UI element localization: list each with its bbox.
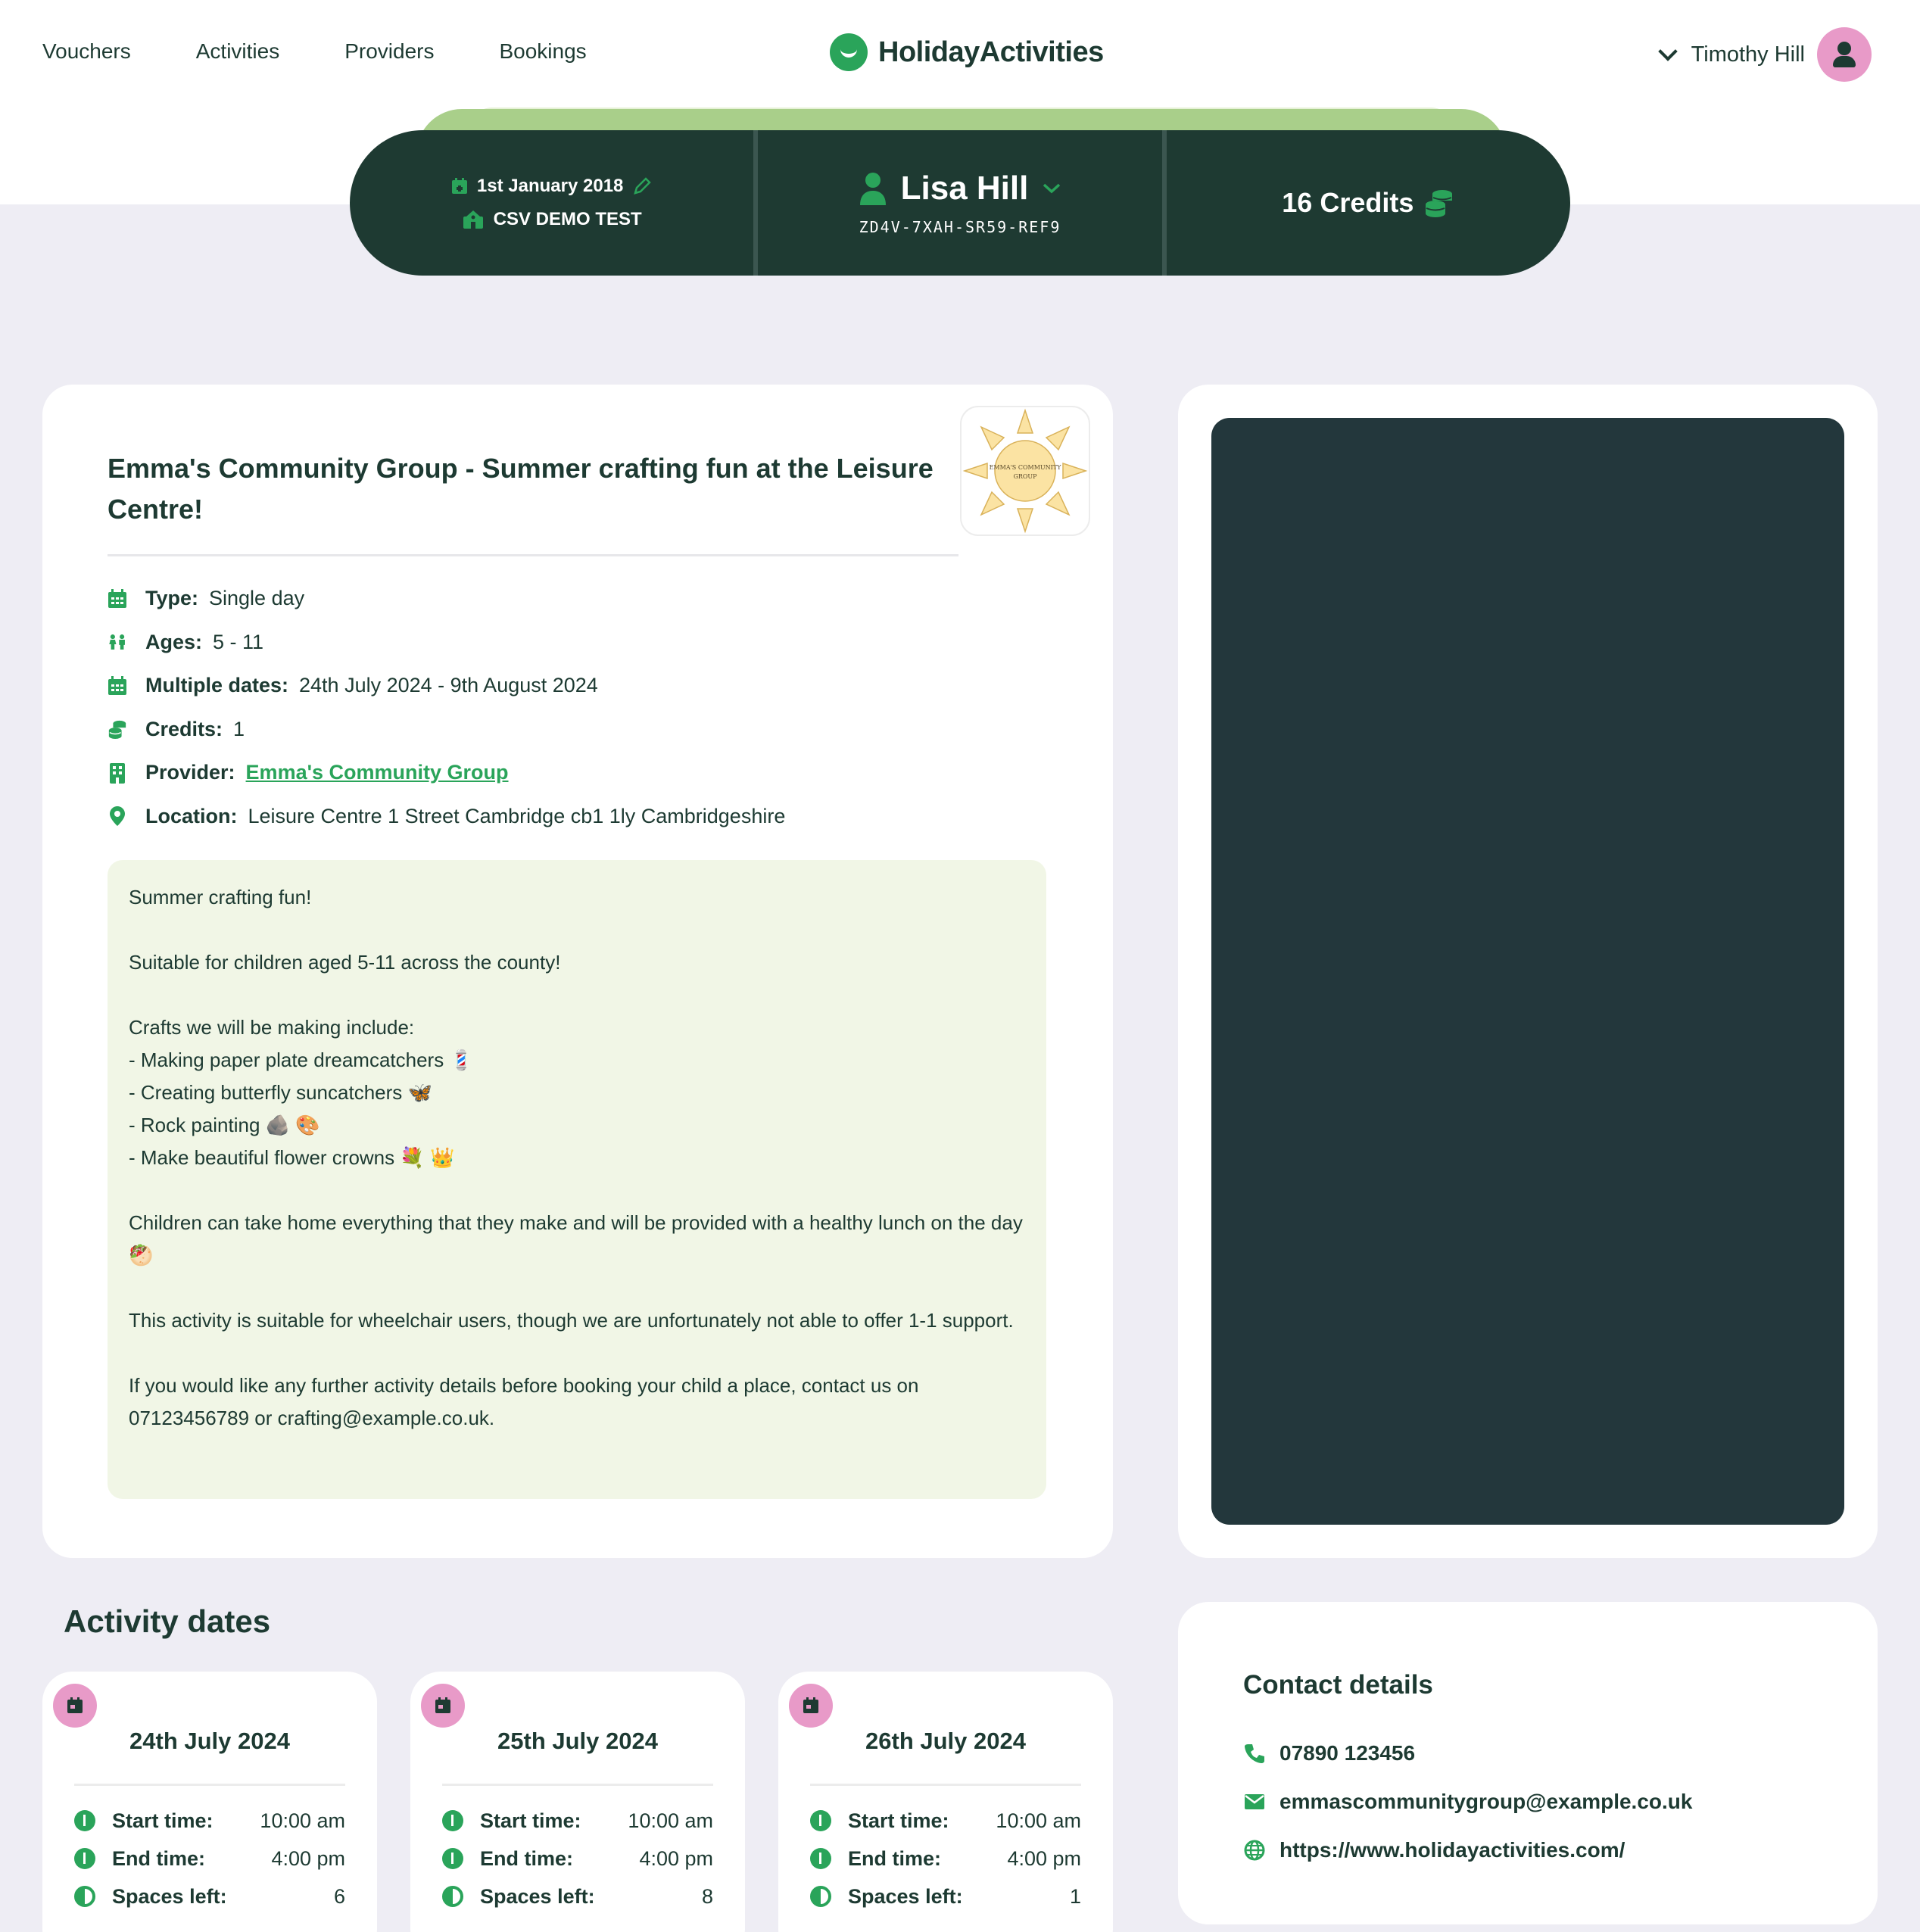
contact-email[interactable] xyxy=(1243,1778,1692,1826)
end-time-label: End time: xyxy=(112,1846,206,1870)
clock-icon xyxy=(810,1810,831,1831)
half-circle-icon xyxy=(810,1886,831,1907)
start-time-row xyxy=(810,1802,1081,1840)
detail-label: Type: xyxy=(145,587,199,610)
phone-number: 07890 123456 xyxy=(1279,1741,1416,1765)
half-circle-icon xyxy=(74,1886,95,1907)
start-time-value: 10:00 am xyxy=(260,1809,345,1832)
child-selector[interactable] xyxy=(758,130,1161,276)
current-date: 1st January 2018 xyxy=(476,176,624,196)
spaces-row xyxy=(74,1877,345,1915)
nav-providers[interactable]: Providers xyxy=(344,39,435,63)
clock-icon xyxy=(810,1848,831,1869)
detail-value: Single day xyxy=(209,587,305,610)
date-card[interactable] xyxy=(410,1672,745,1932)
detail-type xyxy=(108,577,785,621)
description-line: - Make beautiful flower crowns 💐 👑 xyxy=(129,1146,455,1169)
description-line: Children can take home everything that they make and will be provided with a healthy lunch on the day 🥙 xyxy=(129,1211,1023,1267)
description-spacer xyxy=(129,1174,1025,1207)
end-time-value: 4:00 pm xyxy=(271,1846,345,1870)
description-line: Crafts we will be making include: xyxy=(129,1016,415,1039)
detail-dates xyxy=(108,664,785,708)
chevron-down-icon xyxy=(1658,42,1677,61)
organisation-name: CSV DEMO TEST xyxy=(493,209,642,229)
start-time-value: 10:00 am xyxy=(628,1809,713,1832)
calendar-icon xyxy=(451,178,468,195)
calendar-icon xyxy=(108,676,127,696)
description-spacer xyxy=(129,1272,1025,1304)
detail-value: 24th July 2024 - 9th August 2024 xyxy=(299,674,598,697)
detail-location xyxy=(108,795,785,839)
spaces-value: 8 xyxy=(701,1884,713,1908)
user-name: Timothy Hill xyxy=(1691,42,1805,67)
description-line: - Rock painting 🪨 🎨 xyxy=(129,1114,320,1136)
brand-logo[interactable] xyxy=(830,33,1104,71)
date-org-segment xyxy=(350,130,753,276)
description-line: Summer crafting fun! xyxy=(129,886,312,908)
building-icon xyxy=(108,763,127,783)
date-title: 25th July 2024 xyxy=(497,1728,658,1754)
description-line: - Creating butterfly suncatchers 🦋 xyxy=(129,1081,432,1104)
detail-label: Ages: xyxy=(145,630,203,653)
activity-detail-card xyxy=(42,385,1113,1558)
end-time-row xyxy=(74,1840,345,1877)
logo-text-line-2: GROUP xyxy=(1013,473,1037,480)
calendar-icon xyxy=(789,1684,833,1728)
start-time-row xyxy=(442,1802,713,1840)
date-divider xyxy=(74,1784,345,1786)
clock-icon xyxy=(74,1810,95,1831)
end-time-value: 4:00 pm xyxy=(1007,1846,1081,1870)
detail-value: 5 - 11 xyxy=(213,630,264,653)
date-times xyxy=(74,1802,345,1915)
date-row xyxy=(451,176,652,197)
provider-link[interactable]: Emma's Community Group xyxy=(245,761,509,784)
children-icon xyxy=(108,632,127,652)
end-time-row xyxy=(810,1840,1081,1877)
spaces-label: Spaces left: xyxy=(480,1884,595,1908)
nav-activities[interactable]: Activities xyxy=(195,39,280,63)
clock-icon xyxy=(74,1848,95,1869)
spaces-label: Spaces left: xyxy=(848,1884,963,1908)
contact-details-card xyxy=(1178,1602,1878,1924)
date-card[interactable] xyxy=(42,1672,377,1932)
title-divider xyxy=(108,554,958,556)
spaces-row xyxy=(810,1877,1081,1915)
description-spacer xyxy=(129,979,1025,1011)
description-spacer xyxy=(129,1337,1025,1370)
detail-label: Credits: xyxy=(145,717,223,740)
date-times xyxy=(810,1802,1081,1915)
detail-ages xyxy=(108,621,785,665)
child-name-row[interactable] xyxy=(859,170,1062,207)
spaces-value: 6 xyxy=(333,1884,345,1908)
description-line: This activity is suitable for wheelchair users, though we are unfortunately not able to offer 1-1 support. xyxy=(129,1309,1014,1332)
start-time-value: 10:00 am xyxy=(996,1809,1081,1832)
activity-title: Emma's Community Group - Summer crafting fun at the Leisure Centre! xyxy=(108,453,934,525)
end-time-value: 4:00 pm xyxy=(639,1846,713,1870)
calendar-icon xyxy=(108,589,127,609)
end-time-row xyxy=(442,1840,713,1877)
detail-value: Leisure Centre 1 Street Cambridge cb1 1ly Cambridgeshire xyxy=(248,804,786,827)
globe-icon xyxy=(1243,1839,1266,1862)
description-spacer xyxy=(129,914,1025,946)
spaces-value: 1 xyxy=(1069,1884,1081,1908)
detail-provider xyxy=(108,751,785,795)
logo-text-line-1: EMMA'S COMMUNITY xyxy=(989,464,1061,471)
website-url: https://www.holidayactivities.com/ xyxy=(1279,1838,1625,1862)
credits-segment xyxy=(1167,130,1570,276)
detail-label: Provider: xyxy=(145,761,235,784)
voucher-code: ZD4V-7XAH-SR59-REF9 xyxy=(859,218,1061,236)
spaces-label: Spaces left: xyxy=(112,1884,227,1908)
description-line: - Making paper plate dreamcatchers 💈 xyxy=(129,1049,474,1071)
spaces-row xyxy=(442,1877,713,1915)
date-divider xyxy=(442,1784,713,1786)
coins-icon xyxy=(1424,188,1454,218)
date-card[interactable] xyxy=(778,1672,1113,1932)
description-line: If you would like any further activity details before booking your child a place, contact us on 07123456789 or crafting@example.co.uk. xyxy=(129,1374,919,1429)
activity-details-list xyxy=(108,577,785,838)
brand-name: HolidayActivities xyxy=(878,36,1104,68)
date-times xyxy=(442,1802,713,1915)
email-address: emmascommunitygroup@example.co.uk xyxy=(1279,1790,1693,1813)
nav-bookings[interactable]: Bookings xyxy=(499,39,587,63)
detail-credits xyxy=(108,708,785,752)
summary-pill xyxy=(350,130,1570,276)
pin-icon xyxy=(108,806,127,826)
calendar-icon xyxy=(53,1684,97,1728)
calendar-icon xyxy=(421,1684,465,1728)
date-divider xyxy=(810,1784,1081,1786)
nav-vouchers[interactable]: Vouchers xyxy=(42,39,131,63)
avatar[interactable] xyxy=(1817,27,1872,82)
credits-value: 16 Credits xyxy=(1282,187,1414,218)
chevron-down-icon xyxy=(1042,182,1061,195)
end-time-label: End time: xyxy=(480,1846,574,1870)
clock-icon xyxy=(442,1810,463,1831)
person-icon xyxy=(859,172,887,205)
description-line: Suitable for children aged 5-11 across the county! xyxy=(129,951,561,974)
detail-value: 1 xyxy=(233,717,245,740)
main-nav xyxy=(42,39,587,64)
date-title: 26th July 2024 xyxy=(865,1728,1026,1754)
smile-logo-icon xyxy=(830,33,868,71)
contact-phone[interactable] xyxy=(1243,1729,1692,1778)
map-placeholder[interactable] xyxy=(1211,418,1844,1525)
start-time-label: Start time: xyxy=(848,1809,949,1832)
credits-balance xyxy=(1282,187,1454,219)
contact-website[interactable] xyxy=(1243,1826,1692,1874)
detail-label: Location: xyxy=(145,804,238,827)
detail-label: Multiple dates: xyxy=(145,674,289,697)
contact-list xyxy=(1243,1729,1692,1874)
activity-dates-heading: Activity dates xyxy=(64,1603,271,1639)
edit-pencil-icon[interactable] xyxy=(632,176,652,196)
date-title: 24th July 2024 xyxy=(129,1728,290,1754)
provider-logo xyxy=(960,406,1090,536)
end-time-label: End time: xyxy=(848,1846,942,1870)
map-card xyxy=(1178,385,1878,1558)
start-time-row xyxy=(74,1802,345,1840)
coins-icon xyxy=(108,719,127,739)
contact-heading: Contact details xyxy=(1243,1670,1433,1700)
school-icon xyxy=(462,210,485,229)
user-menu[interactable] xyxy=(1661,27,1872,82)
start-time-label: Start time: xyxy=(480,1809,581,1832)
org-row xyxy=(462,209,642,230)
activity-description xyxy=(108,860,1046,1499)
clock-icon xyxy=(442,1848,463,1869)
half-circle-icon xyxy=(442,1886,463,1907)
sun-logo-icon xyxy=(962,407,1089,534)
child-name: Lisa Hill xyxy=(900,170,1029,207)
envelope-icon xyxy=(1243,1790,1266,1813)
phone-icon xyxy=(1243,1742,1266,1765)
start-time-label: Start time: xyxy=(112,1809,214,1832)
